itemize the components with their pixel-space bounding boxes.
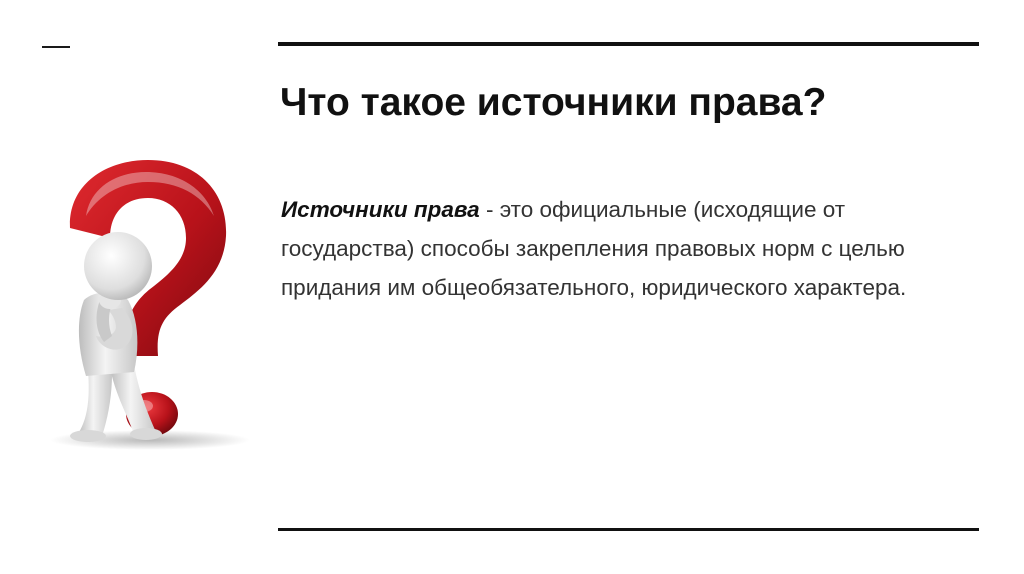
bottom-divider — [278, 528, 979, 531]
corner-dash — [42, 46, 70, 48]
top-divider — [278, 42, 979, 46]
slide-title: Что такое источники права? — [280, 81, 827, 124]
definition-text: - это официальные (исходящие от государства) способы закрепления правовых норм с целью придания им общеобязательного, юридического характера. — [281, 197, 907, 300]
definition-paragraph — [281, 190, 971, 307]
definition-term: Источники права — [281, 197, 480, 222]
thinking-person-with-question-mark-icon — [30, 150, 255, 455]
